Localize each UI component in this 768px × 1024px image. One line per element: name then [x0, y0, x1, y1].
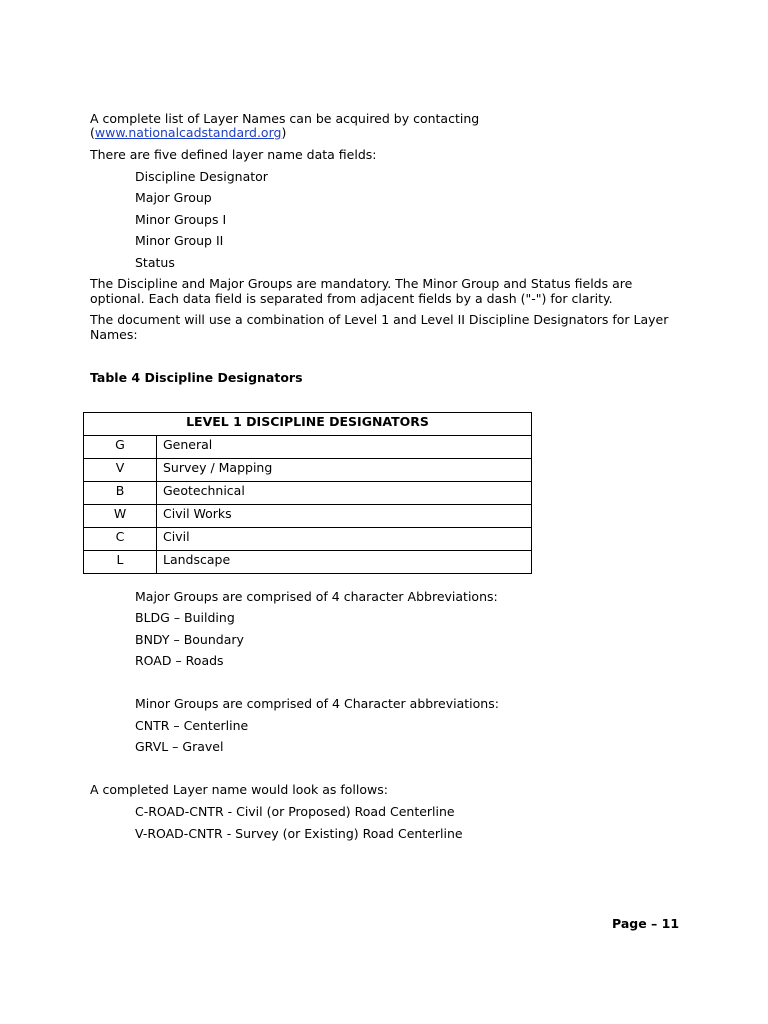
table-row — [84, 505, 532, 528]
combination-line-2: Names: — [90, 327, 138, 342]
field-item: Minor Groups I — [135, 212, 227, 227]
table-row — [84, 436, 532, 459]
designator-name: Civil — [157, 528, 532, 551]
table-row — [84, 459, 532, 482]
designator-code: V — [84, 459, 157, 482]
table-row — [84, 551, 532, 574]
discipline-designators-table — [83, 412, 532, 574]
minor-group-item: GRVL – Gravel — [135, 739, 224, 754]
designator-code: G — [84, 436, 157, 459]
major-group-item: BLDG – Building — [135, 610, 235, 625]
field-item: Minor Group II — [135, 233, 224, 248]
designator-name: Civil Works — [157, 505, 532, 528]
minor-groups-intro: Minor Groups are comprised of 4 Character abbreviations: — [135, 696, 499, 711]
field-item: Major Group — [135, 190, 212, 205]
designator-name: General — [157, 436, 532, 459]
page-number: Page – 11 — [612, 916, 680, 931]
layer-name-example: C-ROAD-CNTR - Civil (or Proposed) Road Centerline — [135, 804, 455, 819]
minor-group-item: CNTR – Centerline — [135, 718, 249, 733]
table-row — [84, 482, 532, 505]
designator-name: Survey / Mapping — [157, 459, 532, 482]
table-row — [84, 528, 532, 551]
table-caption: Table 4 Discipline Designators — [90, 370, 303, 385]
designator-code: W — [84, 505, 157, 528]
intro-line: A complete list of Layer Names can be acquired by contacting — [90, 111, 480, 126]
link-line — [90, 125, 286, 140]
field-item: Discipline Designator — [135, 169, 268, 184]
major-groups-intro: Major Groups are comprised of 4 character Abbreviations: — [135, 589, 498, 604]
mandatory-line-2: optional. Each data field is separated from adjacent fields by a dash ("-") for clarity. — [90, 291, 613, 306]
completed-intro: A completed Layer name would look as follows: — [90, 782, 388, 797]
mandatory-line-1: The Discipline and Major Groups are mandatory. The Minor Group and Status fields are — [90, 276, 633, 291]
combination-line-1: The document will use a combination of Level 1 and Level II Discipline Designators for Layer — [90, 312, 669, 327]
designator-code: C — [84, 528, 157, 551]
designator-code: L — [84, 551, 157, 574]
designator-code: B — [84, 482, 157, 505]
designator-name: Landscape — [157, 551, 532, 574]
layer-name-example: V-ROAD-CNTR - Survey (or Existing) Road Centerline — [135, 826, 463, 841]
field-item: Status — [135, 255, 175, 270]
table-header-row — [84, 413, 532, 436]
paren-close: ) — [281, 125, 287, 140]
paren-open: ( — [90, 125, 95, 140]
nationalcadstandard-link[interactable]: www.nationalcadstandard.org — [94, 125, 282, 140]
fields-intro: There are five defined layer name data fields: — [90, 147, 377, 162]
major-group-item: ROAD – Roads — [135, 653, 224, 668]
designator-name: Geotechnical — [157, 482, 532, 505]
table-header: LEVEL 1 DISCIPLINE DESIGNATORS — [84, 413, 532, 436]
major-group-item: BNDY – Boundary — [135, 632, 244, 647]
